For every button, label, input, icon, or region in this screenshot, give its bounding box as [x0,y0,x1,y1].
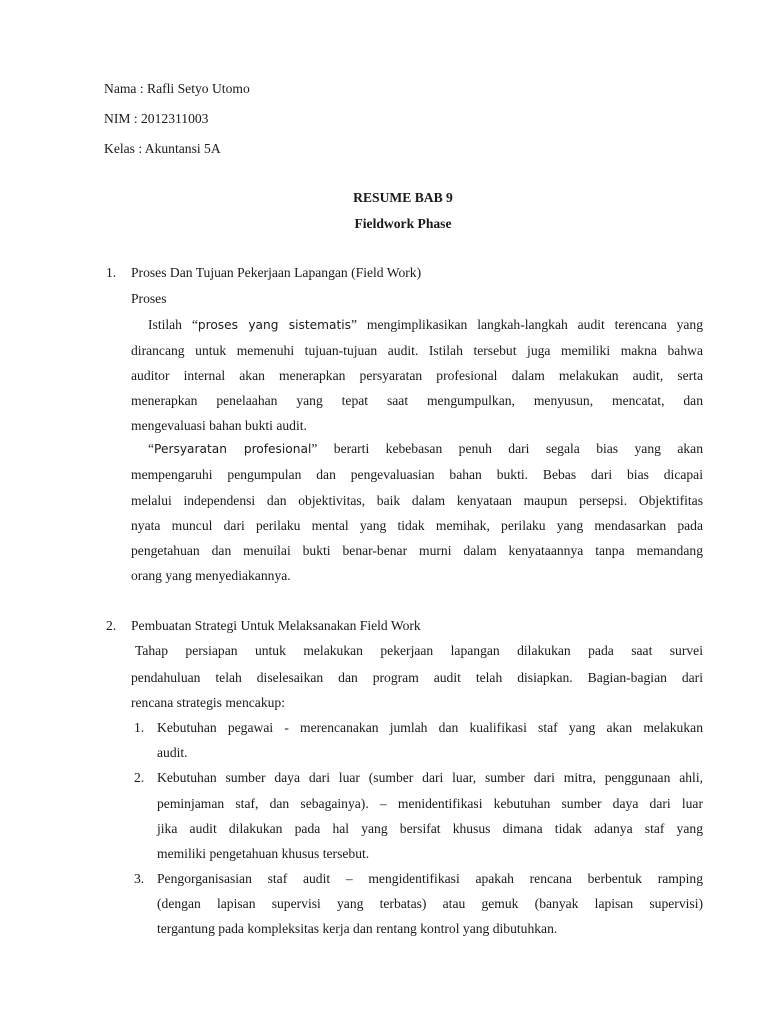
list-item-3-number: 3. [134,871,145,886]
quote-open: “ [148,441,155,456]
list-item-2-line-2: peminjaman staf, dan sebagainya). – menidentifikasi kebutuhan sumber daya dari luar [157,796,703,811]
student-class: Kelas : Akuntansi 5A [104,141,221,156]
document-subtitle: Fieldwork Phase [354,216,452,231]
quoted-term: Persyaratan profesional [154,442,312,456]
section-1-paragraph-1-line-4: menerapkan penelaahan yang tepat saat mengumpulkan, menyusun, mencatat, dan [131,393,703,408]
list-item-3-line-3: tergantung pada kompleksitas kerja dan rentang kontrol yang dibutuhkan. [157,921,558,936]
list-item-3-line-1: Pengorganisasian staf audit – mengidentifikasi apakah rencana berbentuk ramping [157,871,703,886]
student-name: Nama : Rafli Setyo Utomo [104,81,250,96]
list-item-1-line-1: Kebutuhan pegawai - merencanakan jumlah dan kualifikasi staf yang akan melakukan [157,720,703,735]
section-1-paragraph-2-line-4: nyata muncul dari perilaku mental yang tidak memihak, perilaku yang mendasarkan pada [131,518,703,533]
list-item-1-number: 1. [134,720,145,735]
quote-rest: ” mengimplikasikan langkah-langkah audit terencana yang [351,317,703,332]
section-1-paragraph-1-line-3: auditor internal akan menerapkan persyaratan profesional dalam melakukan audit, serta [131,368,703,383]
section-2-paragraph-line-3: rencana strategis mencakup: [131,695,285,710]
section-1-number: 1. [106,265,117,280]
section-2-paragraph-line-1: Tahap persiapan untuk melakukan pekerjaan lapangan dilakukan pada saat survei [135,643,703,658]
quoted-term: proses yang sistematis [197,318,352,332]
section-1-paragraph-1-line-5: mengevaluasi bahan bukti audit. [131,418,307,433]
section-1-paragraph-1-line-2: dirancang untuk memenuhi tujuan-tujuan audit. Istilah tersebut juga memiliki makna bahwa [131,343,703,358]
section-2-heading: Pembuatan Strategi Untuk Melaksanakan Field Work [131,618,421,633]
student-nim: NIM : 2012311003 [104,111,209,126]
section-1-paragraph-2-line-5: pengetahuan dan menuilai bukti benar-benar murni dalam kenyataannya tanpa memandang [131,543,703,558]
list-item-1-line-2: audit. [157,745,188,760]
section-1-paragraph-1-line-1 [148,317,703,333]
section-1-paragraph-2-line-2: mempengaruhi pengumpulan dan pengevaluasian bahan bukti. Bebas dari bias dicapai [131,467,703,482]
section-1-heading: Proses Dan Tujuan Pekerjaan Lapangan (Field Work) [131,265,422,280]
section-1-paragraph-2-line-6: orang yang menyediakannya. [131,568,291,583]
quote-rest: ” berarti kebebasan penuh dari segala bias yang akan [311,441,703,456]
document-title: RESUME BAB 9 [353,190,453,205]
section-1-paragraph-2-line-1 [148,441,703,457]
quote-open: Istilah “ [148,317,198,332]
list-item-3-line-2: (dengan lapisan supervisi yang terbatas) atau gemuk (banyak lapisan supervisi) [157,896,703,911]
list-item-2-line-1: Kebutuhan sumber daya dari luar (sumber dari luar, sumber dari mitra, penggunaan ahli, [157,770,703,785]
list-item-2-line-3: jika audit dilakukan pada hal yang bersifat khusus dimana tidak adanya staf yang [157,821,703,836]
section-2-paragraph-line-2: pendahuluan telah diselesaikan dan program audit telah disiapkan. Bagian-bagian dari [131,670,703,685]
section-2-number: 2. [106,618,117,633]
list-item-2-line-4: memiliki pengetahuan khusus tersebut. [157,846,370,861]
section-1-subheading: Proses [131,291,167,306]
section-1-paragraph-2-line-3: melalui independensi dan objektivitas, baik dalam kenyataan maupun persepsi. Objektifitas [131,493,703,508]
list-item-2-number: 2. [134,770,145,785]
